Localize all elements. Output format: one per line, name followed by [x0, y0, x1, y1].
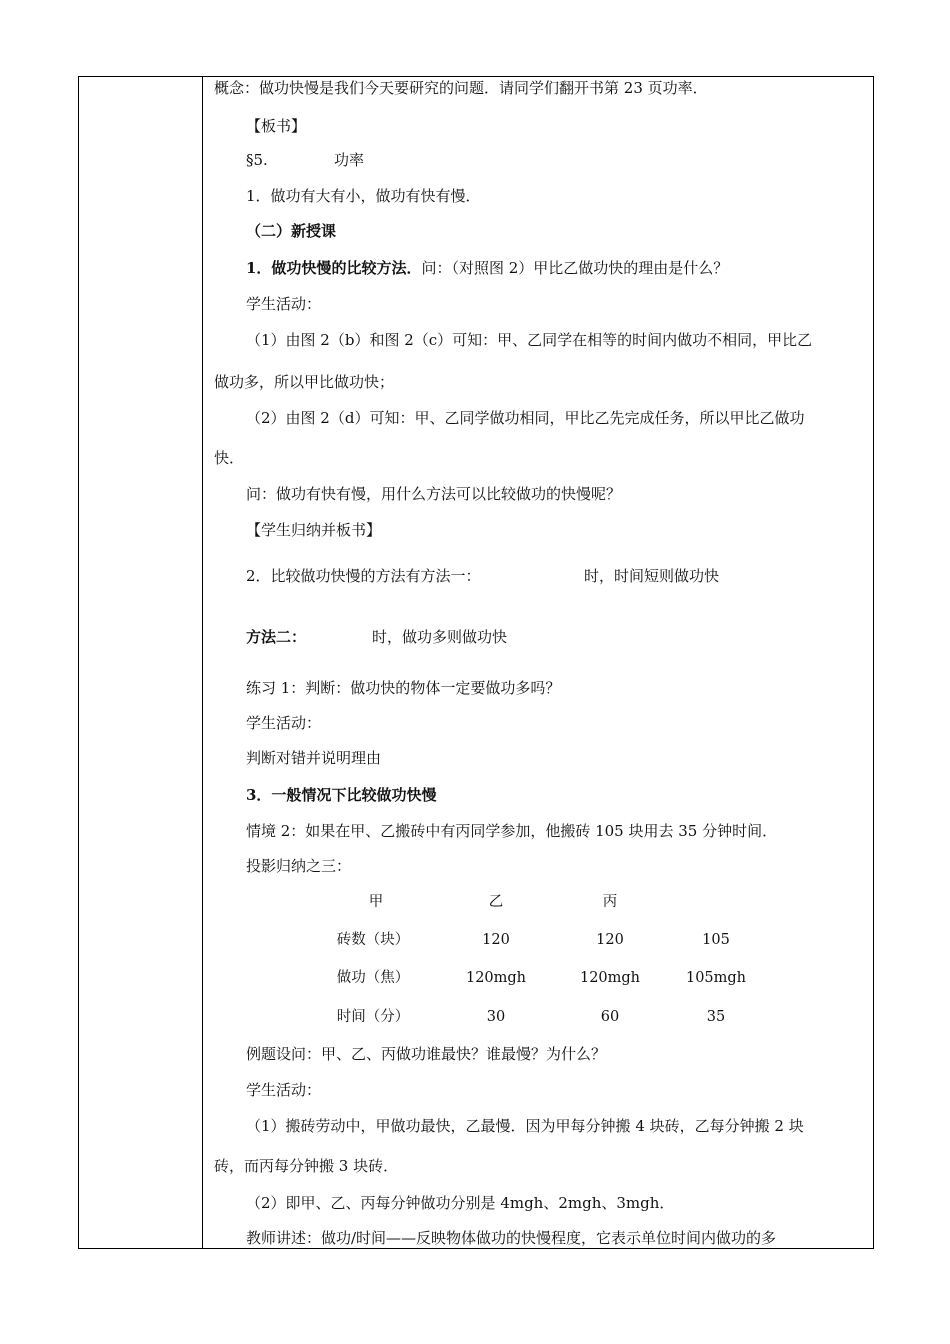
section-title: 功率	[334, 151, 365, 169]
answer-1-line-2: 做功多，所以甲比做功快；	[214, 373, 395, 391]
method-question-line	[246, 258, 728, 278]
cell-bricks-yi: 120	[596, 932, 624, 948]
method-question: 问：（对照图 2）甲比乙做功快的理由是什么？	[421, 259, 729, 277]
cell-bricks-bing: 105	[702, 932, 730, 948]
col-header-jia: 甲	[368, 894, 384, 910]
col-header-bing: 丙	[602, 894, 618, 910]
student-activity-label-3: 学生活动：	[246, 1081, 322, 1099]
cell-time-jia: 30	[486, 1009, 506, 1025]
scenario-2: 情境 2：如果在甲、乙搬砖中有丙同学参加，他搬砖 105 块用去 35 分钟时间．	[246, 822, 778, 840]
table-frame	[78, 76, 874, 1249]
analysis-2: （2）即甲、乙、丙每分钟做功分别是 4mgh、2mgh、3mgh．	[246, 1194, 675, 1212]
cell-work-jia: 120mgh	[465, 970, 527, 986]
answer-2-line-2: 快．	[214, 449, 245, 467]
cell-work-yi: 120mgh	[579, 970, 641, 986]
question-line: 问：做功有快有慢，用什么方法可以比较做功的快慢呢？	[246, 485, 622, 503]
answer-2-line-1: （2）由图 2（d）可知：甲、乙同学做功相同，甲比乙先完成任务，所以甲比乙做功	[246, 409, 805, 427]
col-header-yi: 乙	[488, 894, 504, 910]
answer-1-line-1: （1）由图 2（b）和图 2（c）可知：甲、乙同学在相等的时间内做功不相同，甲比乙	[246, 331, 813, 349]
method-one-label: 2．比较做功快慢的方法有方法一：	[246, 567, 481, 585]
row-label-work: 做功（焦）	[336, 970, 410, 986]
projection-summary-label: 投影归纳之三：	[246, 857, 352, 875]
cell-time-bing: 35	[706, 1009, 726, 1025]
board-heading: 【板书】	[246, 117, 307, 135]
method-two-label: 方法二：	[246, 628, 307, 646]
analysis-1-line-2: 砖，而丙每分钟搬 3 块砖．	[214, 1157, 399, 1175]
judge-instruction: 判断对错并说明理由	[246, 749, 382, 767]
method-heading: 1．做功快慢的比较方法．	[246, 259, 422, 277]
cell-time-yi: 60	[600, 1009, 620, 1025]
point-1: 1．做功有大有小，做功有快有慢．	[246, 187, 481, 205]
student-activity-label-2: 学生活动：	[246, 714, 322, 732]
example-question: 例题设问：甲、乙、丙做功谁最快？谁最慢？为什么？	[246, 1045, 607, 1063]
column-divider	[202, 76, 203, 1249]
cell-bricks-jia: 120	[482, 932, 510, 948]
method-one-text: 时，时间短则做功快	[584, 567, 720, 585]
new-lesson-heading: （二）新授课	[246, 222, 337, 240]
cell-work-bing: 105mgh	[685, 970, 747, 986]
intro-line: 概念：做功快慢是我们今天要研究的问题．请同学们翻开书第 23 页功率．	[214, 79, 708, 97]
row-label-time: 时间（分）	[336, 1009, 410, 1025]
student-activity-label: 学生活动：	[246, 295, 322, 313]
general-compare-heading: 3．一般情况下比较做功快慢	[246, 786, 437, 804]
section-number: §5.	[246, 151, 268, 169]
teacher-explanation: 教师讲述：做功/时间——反映物体做功的快慢程度，它表示单位时间内做功的多	[246, 1229, 777, 1247]
exercise-1: 练习 1：判断：做功快的物体一定要做功多吗？	[246, 679, 561, 697]
row-label-bricks: 砖数（块）	[336, 932, 410, 948]
method-two-text: 时，做功多则做功快	[372, 628, 508, 646]
analysis-1-line-1: （1）搬砖劳动中，甲做功最快，乙最慢．因为甲每分钟搬 4 块砖，乙每分钟搬 2 块	[246, 1117, 804, 1135]
summary-heading: 【学生归纳并板书】	[246, 521, 382, 539]
